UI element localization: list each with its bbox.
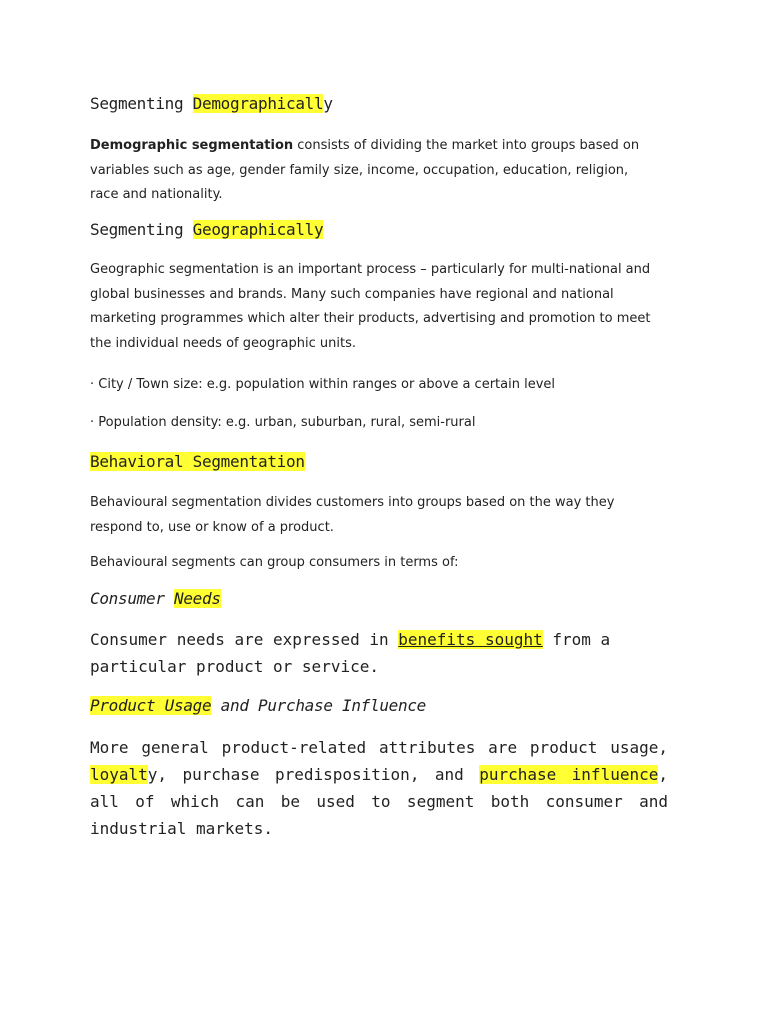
heading-behavioral <box>90 452 305 471</box>
consumer-needs-text-prefix: Consumer needs are expressed in <box>90 630 399 649</box>
product-usage-text-part2: y, purchase predisposition, and <box>147 765 480 784</box>
paragraph-consumer-needs <box>90 626 668 680</box>
highlight-purchase-influence: purchase influence <box>479 765 659 784</box>
heading-geographic-highlight: Geographically <box>192 220 324 239</box>
term-demographic-segmentation: Demographic segmentation <box>90 138 294 153</box>
paragraph-demographic <box>90 134 660 208</box>
heading-behavioral-highlight: Behavioral Segmentation <box>90 452 305 471</box>
product-usage-text-part3: , all of which can be used to segment both consumer and industrial markets. <box>90 765 669 838</box>
highlight-loyalty: loyalt <box>90 765 148 784</box>
paragraph-product-usage <box>90 734 668 842</box>
heading-demographic-prefix: Segmenting <box>90 94 193 113</box>
paragraph-behavioral-2: Behavioural segments can group consumers in terms of: <box>90 555 459 570</box>
paragraph-demographic-text: consists of dividing the market into groups based on variables such as age, gender family size, income, occupation, education, religion, race and nationality. <box>90 138 640 202</box>
paragraph-behavioral-1: Behavioural segmentation divides customers into groups based on the way they respond to, use or know of a product. <box>90 495 615 535</box>
heading-consumer-needs <box>90 589 221 608</box>
highlight-benefits-sought: benefits sought <box>398 630 543 649</box>
heading-demographic-suffix: y <box>323 94 333 113</box>
heading-demographic <box>90 94 333 113</box>
bullet-population-density: · Population density: e.g. urban, suburban, rural, semi-rural <box>90 415 476 430</box>
heading-product-usage-highlight: Product Usage <box>90 696 212 715</box>
product-usage-text-part1: More general product-related attributes are product usage, <box>90 738 668 757</box>
heading-geographic-prefix: Segmenting <box>90 220 193 239</box>
heading-geographic <box>90 220 323 239</box>
heading-consumer-needs-highlight: Needs <box>174 589 221 608</box>
heading-demographic-highlight: Demographicall <box>192 94 324 113</box>
bullet-city-town-size: · City / Town size: e.g. population within ranges or above a certain level <box>90 377 555 392</box>
heading-product-usage <box>90 696 426 715</box>
paragraph-geographic: Geographic segmentation is an important process – particularly for multi-national and global businesses and brands. Many such companies have regional and national marketing programmes which alter their products, advertising and promotion to meet the individual needs of geographic units. <box>90 262 651 351</box>
heading-consumer-needs-prefix: Consumer <box>90 589 174 608</box>
heading-product-usage-suffix: and Purchase Influence <box>211 696 426 715</box>
consumer-needs-text-suffix: from a particular product or service. <box>90 630 611 676</box>
